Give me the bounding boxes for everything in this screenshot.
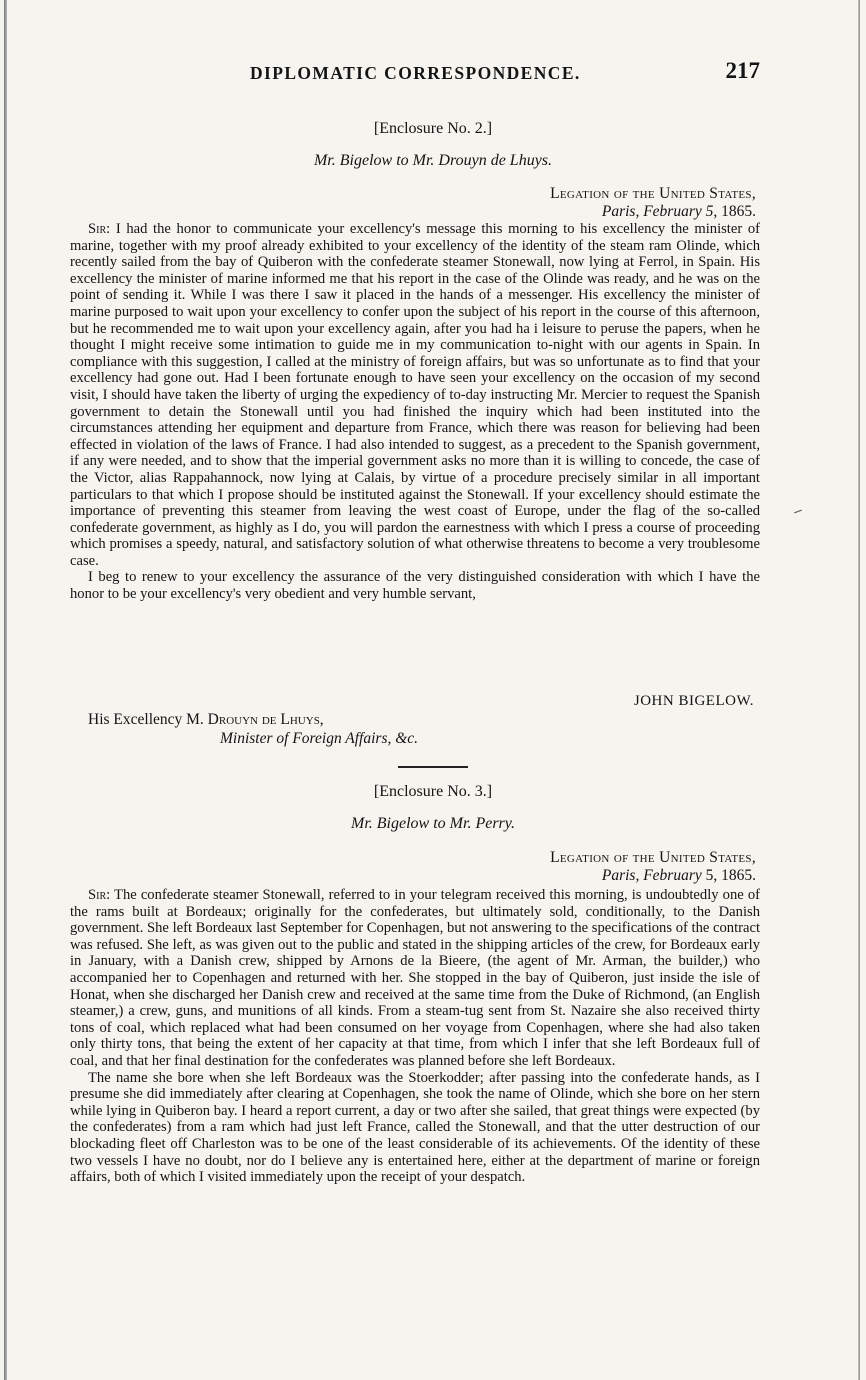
- place-date-line: [550, 867, 756, 885]
- signature: JOHN BIGELOW.: [633, 693, 754, 709]
- enclosure-2-heading: [Enclosure No. 2.]: [373, 120, 493, 137]
- year: 1865.: [721, 203, 756, 220]
- enclosure-2-dateline: [550, 185, 756, 221]
- salutation: Sir:: [88, 887, 111, 903]
- letter-paragraph: [70, 221, 760, 569]
- paragraph-text: The confederate steamer Stonewall, referred to in your telegram received this morning, is undoubtedly one of the rams built at Bordeaux; originally for the confederates, but ultimately sold, conditionally, to the Danish government. She left Bordeaux last September for Copenhagen, but not answering to the specifications of the contract was refused. She left, as was given out to the public and stated in the shipping articles of the crew, for Bordeaux early in January, with a Danish crew, shipped by Arnons de la Bieere, (the agent of Mr. Arman, the builder,) who accompanied her to Copenhagen and returned with her. She stopped in the bay of Quiberon, just inside the isle of Honat, when she discharged her Danish crew and received at the same time from the Duke of Richmond, (an English steamer,) a crew, guns, and munitions of all kinds. From a steam-tug sent from St. Nazaire she also received thirty tons of coal, which replaced what had been consumed on her voyage from Copenhagen, where she had also taken only thirty tons, that being the extent of her capacity at that time, from which I infer that she left Bordeaux full of coal, and that her final destination for the confederates was planned before she left Bordeaux.: [70, 887, 761, 1069]
- page-edge-left: [4, 0, 7, 1380]
- place-date: Paris, February: [601, 867, 702, 884]
- running-head: [250, 60, 760, 90]
- paragraph-text: I had the honor to communicate your excellency's message this morning to his excellency the minister of marine, together with my proof already exhibited to your excellency of the identity of the steam ram Olinde, which recently sailed from the bay of Quiberon with the confederate steamer Stonewall, now lying at Ferrol, in Spain. His excellency the minister of marine informed me that his report in the case of the Olinde was ready, and he was on the point of sending it. While I was there I saw it placed in the hands of a messenger. His excellency the minister of marine purposed to wait upon your excellency to confer upon the subject of his report in the course of this afternoon, but he recommended me to wait upon your excellency again, after you had ha i leisure to peruse the papers, when he thought I might receive some intimation to guide me in my communication to-night with our agents in Spain. In compliance with this suggestion, I called at the ministry of foreign affairs, but was so unfortunate as to find that your excellency had gone out. Had I been fortunate enough to have seen your excellency on the occasion of my second visit, I should have taken the liberty of urging the expediency of to-day instructing Mr. Mercier to request the Spanish government to detain the Stonewall until you had finished the inquiry which had been instituted into the circumstances attending her equipment and departure from France, which there was reason for believing had been effected in violation of the laws of France. I had also intended to suggest, as a precedent to the Spanish government, if any were needed, and to show that the imperial government asks no more than it is willing to concede, the case of the Victor, alias Rappahannock, now lying at Calais, by virtue of a procedure precisely similar in all important particulars to that which I propose should be instituted against the Stonewall. If your excellency should estimate the importance of preventing this steamer from leaving the west coast of Europe, under the flag of the so-called confederate government, as highly as I do, you will pardon the earnestness with which I press a course of proceeding which promises a speedy, natural, and satisfactory solution of what otherwise threatens to become a very troublesome case.: [70, 221, 760, 569]
- letter-paragraph: I beg to renew to your excellency the assurance of the very distinguished consideration with which I have the honor to be your excellency's very obedient and very humble servant,: [70, 569, 760, 603]
- section-divider: [398, 766, 468, 768]
- running-title: DIPLOMATIC CORRESPONDENCE.: [250, 63, 581, 83]
- enclosure-3-title: Mr. Bigelow to Mr. Perry.: [351, 815, 515, 832]
- place-date-line: [550, 203, 756, 221]
- page-number: 217: [725, 58, 760, 83]
- enclosure-3-dateline: [550, 849, 756, 885]
- enclosure-2-body: [70, 221, 760, 603]
- addressee-name: Drouyn de Lhuys,: [207, 711, 324, 728]
- addressee-role: Minister of Foreign Affairs, &c.: [220, 730, 419, 747]
- addressee-prefix: His Excellency M.: [88, 711, 204, 728]
- enclosure-2-title: Mr. Bigelow to Mr. Drouyn de Lhuys.: [313, 152, 553, 169]
- enclosure-3-heading: [Enclosure No. 3.]: [373, 783, 493, 800]
- margin-mark: [794, 510, 802, 514]
- page-edge-right: [858, 0, 860, 1380]
- place-date: Paris, February 5,: [601, 203, 718, 220]
- letter-paragraph: The name she bore when she left Bordeaux was the Stoerkodder; after passing into the confederate hands, as I presume she did immediately after clearing at Copenhagen, she took the name of Olinde, which she bore on her stern while lying in Quiberon bay. I heard a report current, a day or two after she sailed, that great things were expected (by the confederates) from a ram which had just left France, called the Stonewall, and that the utter destruction of our blockading fleet off Charleston was to be one of the least considerable of its achievements. Of the identity of these two vessels I have no doubt, nor do I believe any is entertained here, either at the department of marine or foreign affairs, both of which I visited immediately upon the receipt of your despatch.: [70, 1069, 760, 1186]
- legation-line: Legation of the United States,: [550, 185, 756, 202]
- year: 5, 1865.: [705, 867, 756, 884]
- salutation: Sir:: [88, 221, 111, 237]
- enclosure-3-body: [70, 887, 760, 1186]
- legation-line: Legation of the United States,: [550, 849, 756, 866]
- letter-paragraph: [70, 887, 760, 1070]
- addressee-block: [88, 710, 418, 748]
